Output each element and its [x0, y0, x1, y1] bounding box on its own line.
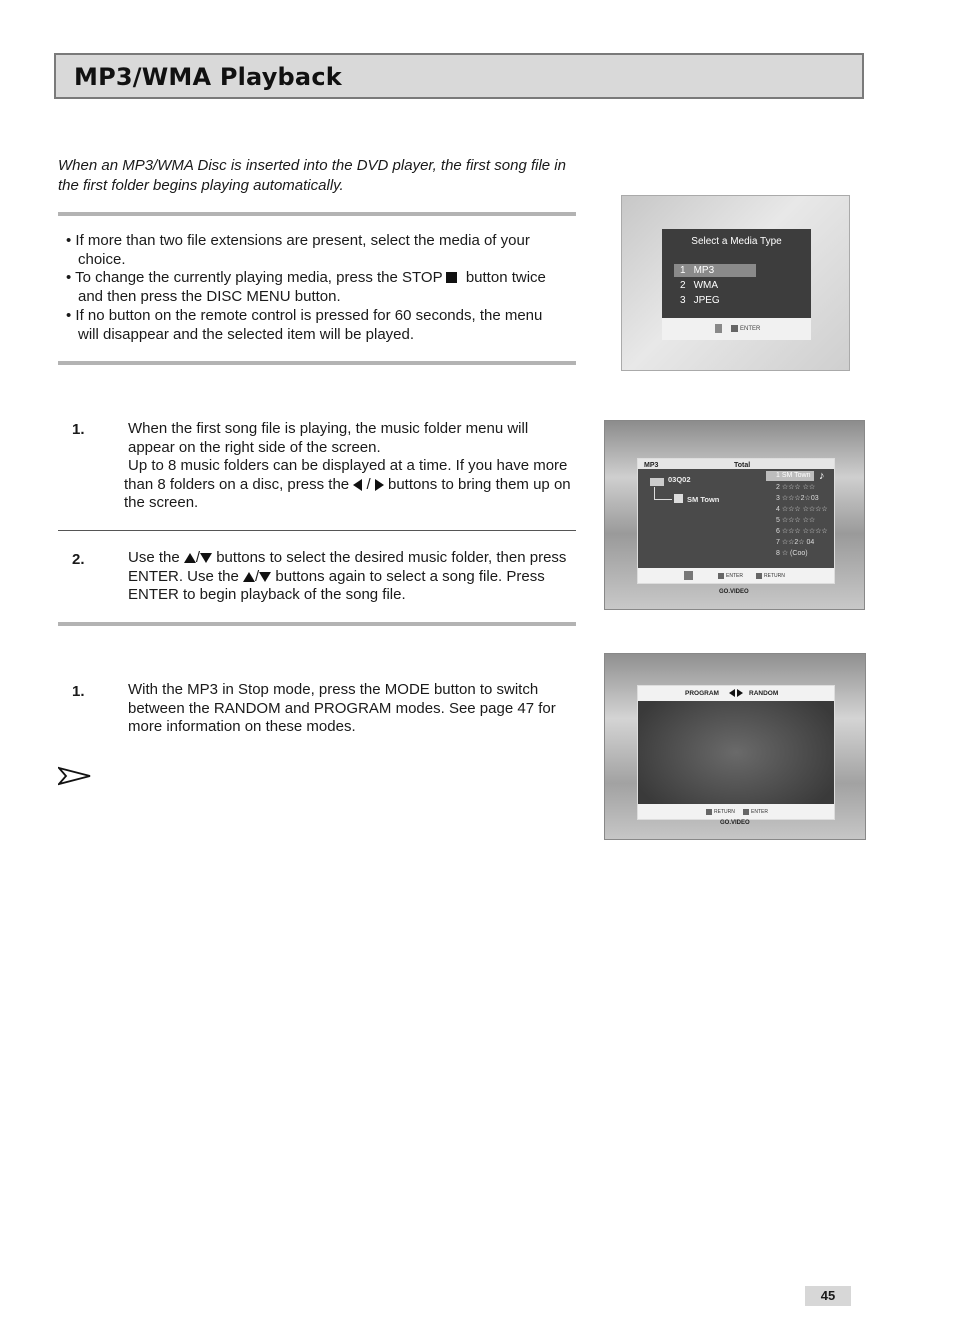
note-item: • To change the currently playing media, press the STOP button twice and then press the DISC MENU button.: [66, 269, 546, 306]
subfolder-name: SM Town: [687, 495, 720, 504]
divider: [58, 361, 576, 365]
song-row[interactable]: 6 ☆☆☆ ☆☆☆☆: [776, 528, 828, 535]
right-arrow-icon: [737, 689, 743, 697]
down-arrow-icon: [259, 572, 271, 582]
menu-item-label: WMA: [693, 280, 719, 291]
mode-header: [638, 686, 834, 701]
divider: [58, 212, 576, 216]
navigate-icon: [684, 571, 693, 580]
program-random-screenshot: [604, 653, 866, 840]
step-text: With the MP3 in Stop mode, press the MODE button to switch between the RANDOM and PROGRAM modes. See page 47 for more information on these modes.: [128, 681, 556, 736]
page-number: 45: [805, 1286, 851, 1306]
intro-text: When an MP3/WMA Disc is inserted into the DVD player, the first song file in the first folder begins playing automatically.: [58, 157, 566, 194]
enter-label: ENTER: [751, 809, 768, 815]
enter-icon: [743, 809, 749, 815]
song-row[interactable]: 8 ☆ (Coo): [776, 550, 808, 557]
step-number: 1.: [72, 421, 85, 438]
tree-line: [654, 487, 655, 499]
step-paragraph: When the first song file is playing, the music folder menu will appear on the right side of the screen.: [128, 420, 529, 456]
music-folder-screenshot: [604, 420, 865, 610]
media-type-screenshot: [621, 195, 850, 371]
tree-line: [654, 499, 672, 500]
song-row[interactable]: 4 ☆☆☆ ☆☆☆☆: [776, 506, 828, 513]
up-arrow-icon: [184, 553, 196, 563]
mp3-file-icon: [674, 494, 683, 503]
return-label: RETURN: [714, 809, 735, 815]
title-bar: [54, 53, 864, 99]
menu-item-number: 2: [680, 280, 686, 291]
song-row[interactable]: 7 ☆☆2☆ 04: [776, 539, 815, 546]
song-row[interactable]: 3 ☆☆☆2☆03: [776, 495, 819, 502]
left-arrow-icon: [729, 689, 735, 697]
enter-icon: [718, 573, 724, 579]
enter-icon: [731, 325, 738, 332]
divider: [58, 622, 576, 626]
brand-logo: GO.VIDEO: [719, 589, 749, 595]
enter-label: ENTER: [726, 573, 743, 579]
media-type-menu: [662, 229, 811, 340]
brand-logo: GO.VIDEO: [720, 820, 750, 826]
mode-footer: [638, 804, 834, 819]
step-paragraph: buttons to bring them up on the screen.: [124, 475, 571, 512]
folder-name: 03Q02: [668, 475, 691, 484]
step-paragraph: buttons to select the desired music folder, then press ENTER. Use the: [128, 549, 567, 585]
header-mp3: MP3: [644, 462, 659, 469]
enter-label: ENTER: [740, 326, 761, 332]
step-number: 2.: [72, 551, 85, 568]
folder-menu-footer: [638, 568, 834, 583]
return-icon: [756, 573, 762, 579]
menu-item[interactable]: [674, 279, 756, 292]
left-arrow-icon: [353, 479, 362, 491]
divider: [58, 530, 576, 531]
up-arrow-icon: [243, 572, 255, 582]
note-text: button twice and then press the DISC MENU button.: [78, 269, 546, 306]
song-row[interactable]: 2 ☆☆☆ ☆☆: [776, 484, 816, 491]
updown-icon: [715, 324, 722, 333]
note-text: If more than two file extensions are present, select the media of your choice.: [75, 232, 530, 268]
menu-item[interactable]: [674, 294, 756, 307]
step-paragraph: Up to 8 music folders can be displayed at a time. If you have more than 8 folders on a disc, press the: [124, 457, 568, 493]
song-row[interactable]: 1 SM Town: [776, 472, 811, 479]
menu-footer: [662, 318, 811, 340]
note-item: • If no button on the remote control is pressed for 60 seconds, the menu will disappear and the selected item will be played.: [66, 306, 543, 343]
music-note-icon: ♪: [819, 470, 825, 482]
down-arrow-icon: [200, 553, 212, 563]
stop-icon: [446, 272, 457, 283]
step-text: Use the / buttons to select the desired music folder, then press ENTER. Use the / buttons again to select a song file. Press ENTER to begin playback of the song file.: [128, 549, 567, 604]
menu-item-number: 1: [680, 265, 686, 276]
menu-item[interactable]: [674, 264, 756, 277]
folder-menu-screen: [637, 458, 835, 584]
random-label: RANDOM: [749, 690, 779, 697]
menu-item-number: 3: [680, 295, 686, 306]
step-text: Up to 8 music folders can be displayed at a time. If you have more than 8 folders on a disc, press the / buttons to bring them up on the screen.: [124, 457, 571, 512]
step-text: [128, 420, 576, 457]
step-paragraph: buttons again to select a song file. Press ENTER to begin playback of the song file.: [128, 567, 545, 604]
note-text: To change the currently playing media, press the STOP: [75, 269, 443, 287]
song-row[interactable]: 5 ☆☆☆ ☆☆: [776, 517, 816, 524]
menu-title: Select a Media Type: [691, 236, 782, 247]
note-text: If no button on the remote control is pressed for 60 seconds, the menu will disappear and the selected item will be played.: [75, 306, 543, 343]
return-icon: [706, 809, 712, 815]
program-label: PROGRAM: [685, 690, 719, 697]
right-arrow-icon: [375, 479, 384, 491]
note-item: • If more than two file extensions are present, select the media of your choice.: [66, 232, 530, 268]
notes-list: [66, 232, 566, 344]
folder-icon: [650, 478, 664, 486]
menu-item-label: JPEG: [693, 295, 720, 306]
return-label: RETURN: [764, 573, 785, 579]
menu-item-label: MP3: [693, 265, 715, 276]
mode-screen: [637, 685, 835, 820]
step-number: 1.: [72, 683, 85, 700]
note-arrow-icon: [58, 766, 92, 791]
header-total: Total: [734, 462, 751, 469]
page-title: MP3/WMA Playback: [74, 63, 342, 91]
step-paragraph: Use the: [128, 549, 180, 566]
